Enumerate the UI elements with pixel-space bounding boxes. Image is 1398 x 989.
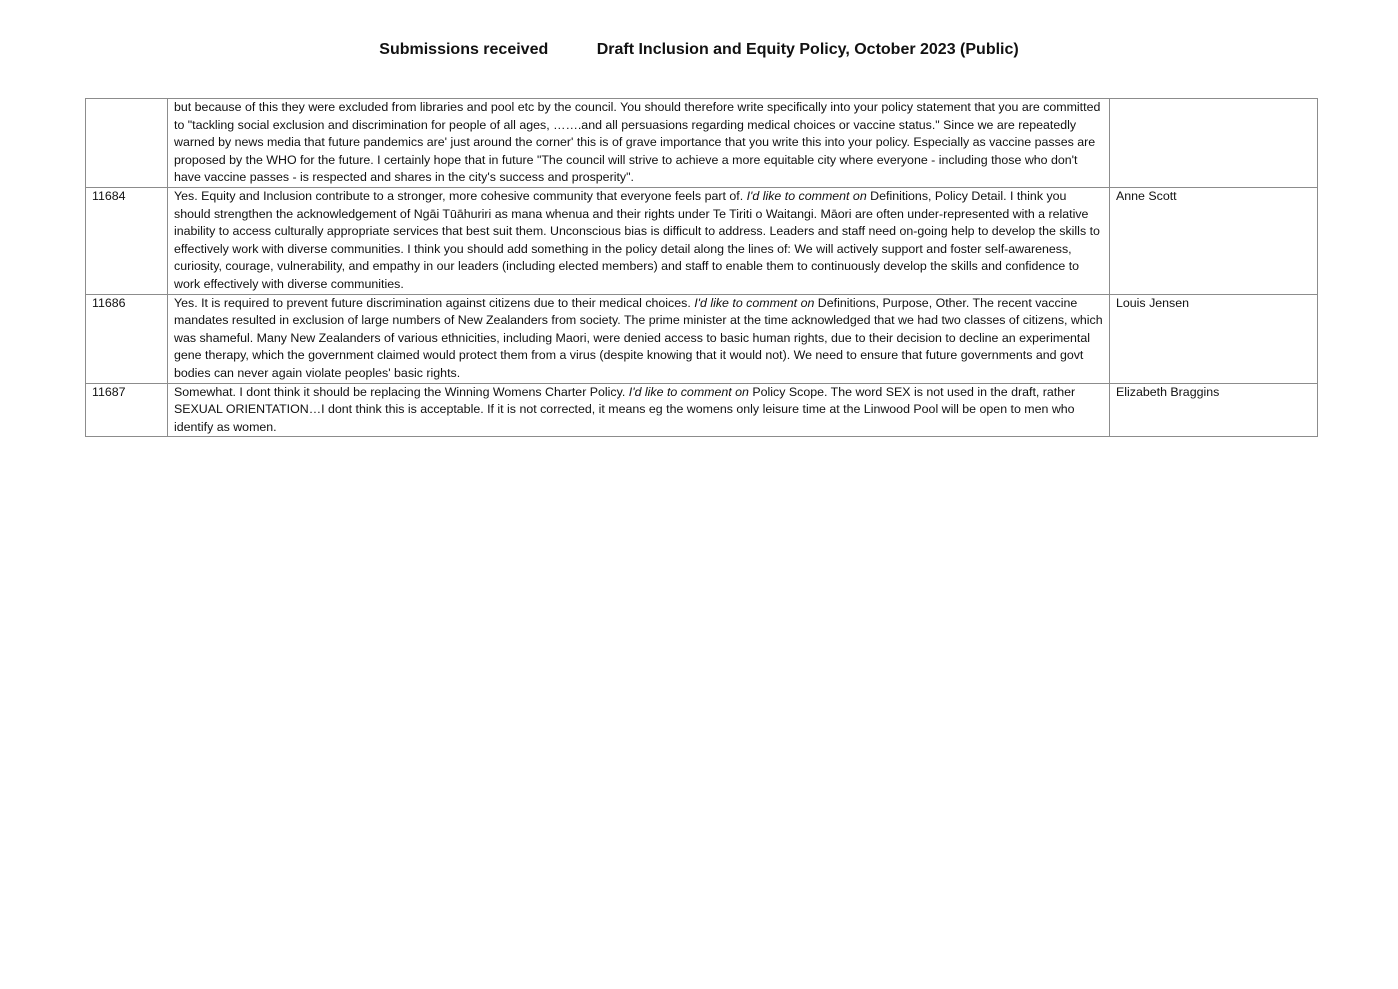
submission-text-cell — [168, 294, 1110, 383]
submitter-name-cell: Elizabeth Braggins — [1110, 383, 1318, 437]
submission-text: Somewhat. I dont think it should be replacing the Winning Womens Charter Policy. — [174, 384, 629, 399]
submitter-name-cell: Anne Scott — [1110, 187, 1318, 294]
submission-text-continued: Definitions, Purpose, Other. The recent vaccine mandates resulted in exclusion of large numbers of New Zealanders from society. The prime minister at the time acknowledged that we had two classes of citizens, which was shameful. Many New Zealanders of various ethnicities, including Maori, were denied access to basic human rights, due to their decision to decline an experimental gene therapy, which the government claimed would protect them from a virus (despite knowing that it would not). We need to ensure that future governments and govt bodies can never again violate peoples' basic rights. — [174, 295, 1103, 380]
table-row — [86, 187, 1318, 294]
submission-text-cell — [168, 383, 1110, 437]
submission-id-cell: 11684 — [86, 187, 168, 294]
submission-text: but because of this they were excluded from libraries and pool etc by the council. You should therefore write specifically into your policy statement that you are committed to "tackling social exclusion and discrimination for people of all ages, …….and all persuasions regarding medical choices or vaccine status." Since we are repeatedly warned by news media that future pandemics are' just around the corner' this is of grave importance that you write this into your policy. Especially as vaccine passes are proposed by the WHO for the future. I certainly hope that in future "The council will strive to achieve a more equitable city where everyone - including those who don't have vaccine passes - is respected and shares in the city's success and prosperity". — [174, 100, 1101, 185]
submission-text-continued: Definitions, Policy Detail. I think you should strengthen the acknowledgement of Ngāi Tūāhuriri as mana whenua and their rights under Te Tiriti o Waitangi. Māori are often under-represented with a relative inability to access culturally appropriate services that best suit them. Unconscious bias is difficult to address. Leaders and staff need on-going help to develop the skills to effectively work with diverse communities. I think you should add something in the policy detail along the lines of: We will actively support and foster self-awareness, curiosity, courage, vulnerability, and empathy in our leaders (including elected members) and staff to enable them to continuously develop the skills and confidence to work effectively with diverse communities. — [174, 188, 1100, 291]
comment-label: I'd like to comment on — [694, 295, 815, 310]
submitter-name-cell: Louis Jensen — [1110, 294, 1318, 383]
submission-text-cell — [168, 187, 1110, 294]
submitter-name-cell — [1110, 99, 1318, 188]
submission-text-cell — [168, 99, 1110, 188]
table-row — [86, 99, 1318, 188]
submission-id-cell — [86, 99, 168, 188]
header-title-right: Draft Inclusion and Equity Policy, October 2023 (Public) — [596, 41, 1019, 58]
table-row — [86, 294, 1318, 383]
header-title-left: Submissions received — [379, 41, 549, 58]
submission-text-continued: Policy Scope. The word SEX is not used in the draft, rather SEXUAL ORIENTATION…I dont think this is acceptable. If it is not corrected, it means eg the womens only leisure time at the Linwood Pool will be open to men who identify as women. — [174, 384, 1076, 434]
table-row — [86, 383, 1318, 437]
submission-id-cell: 11686 — [86, 294, 168, 383]
page-header — [0, 41, 1398, 63]
submission-text: Yes. It is required to prevent future discrimination against citizens due to their medical choices. — [174, 295, 695, 310]
submission-id-cell: 11687 — [86, 383, 168, 437]
submission-text: Yes. Equity and Inclusion contribute to a stronger, more cohesive community that everyone feels part of. — [174, 188, 747, 203]
comment-label: I'd like to comment on — [628, 384, 749, 399]
submissions-table — [85, 98, 1318, 437]
comment-label: I'd like to comment on — [746, 188, 867, 203]
